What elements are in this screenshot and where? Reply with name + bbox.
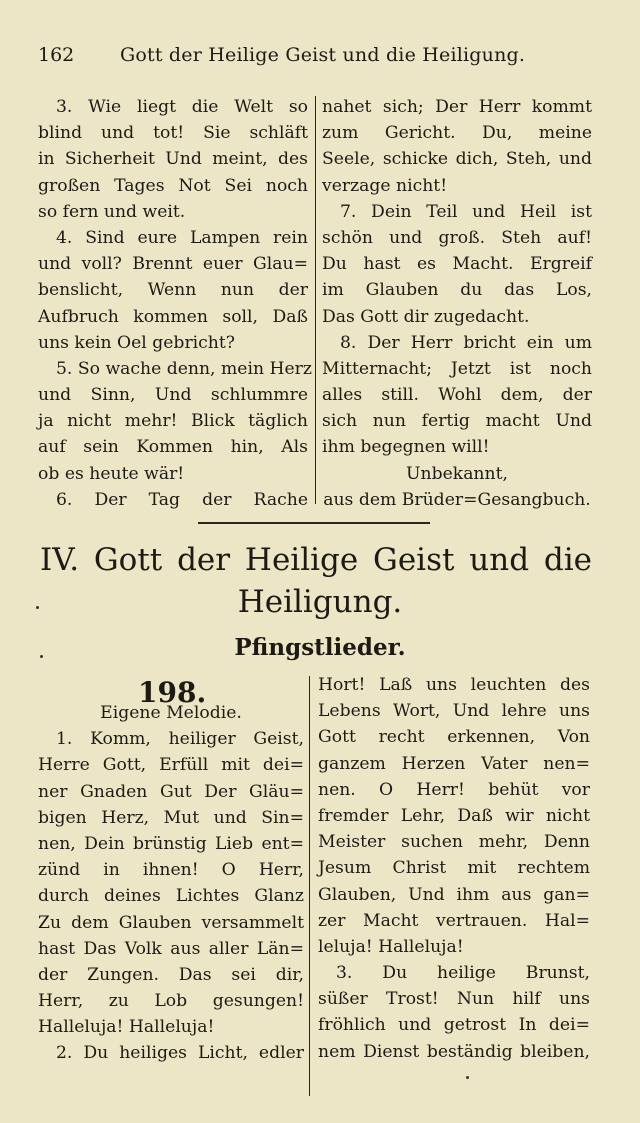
text-line: nen. O Herr! behüt vor	[318, 779, 590, 800]
hymn-left-column	[38, 700, 304, 1067]
text-line: ihm begegnen will!	[322, 437, 490, 458]
text-line: Hort! Laß uns leuchten des	[318, 675, 590, 695]
text-line: sich nun fertig macht Und	[322, 411, 592, 432]
text-line: 6. Der Tag der Rache	[56, 489, 308, 510]
text-line: Meister suchen mehr, Denn	[318, 832, 590, 853]
section-subtitle: Pfingstlieder.	[234, 634, 406, 661]
text-line: im Glauben du das Los,	[322, 280, 592, 301]
text-line: und Sinn, Und schlummre	[38, 385, 308, 406]
text-line: Glauben, Und ihm aus gan=	[318, 884, 590, 905]
text-line: 8. Der Herr bricht ein um	[340, 332, 592, 353]
text-line: in Sicherheit Und meint, des	[38, 149, 308, 170]
text-line: Herre Gott, Erfüll mit dei=	[38, 755, 304, 776]
print-speck	[40, 655, 43, 658]
top-right-column	[322, 94, 592, 513]
text-line: ner Gnaden Gut Der Gläu=	[38, 781, 304, 802]
text-line: großen Tages Not Sei noch	[38, 175, 308, 196]
text-line: ja nicht mehr! Blick täglich	[38, 411, 308, 432]
hymn-melody: Eigene Melodie.	[100, 703, 242, 723]
text-line: 3. Wie liegt die Welt so	[56, 97, 308, 117]
text-line: ob es heute wär!	[38, 463, 185, 484]
text-line: leluja! Halleluja!	[318, 936, 464, 957]
hymn-number: 198.	[138, 676, 207, 709]
running-title: Gott der Heilige Geist und die Heiligung.	[120, 44, 526, 66]
text-line: ganzem Herzen Vater nen=	[318, 753, 590, 774]
text-line: zum Gericht. Du, meine	[322, 123, 592, 144]
text-line: schön und groß. Steh auf!	[322, 227, 592, 248]
text-line: 3. Du heilige Brunst,	[336, 963, 590, 984]
text-line: zer Macht vertrauen. Hal=	[318, 910, 590, 931]
text-line: fröhlich und getrost In dei=	[318, 1015, 590, 1036]
text-line: auf sein Kommen hin, Als	[38, 437, 308, 458]
text-line: der Zungen. Das sei dir,	[38, 964, 304, 985]
text-line: benslicht, Wenn nun der	[38, 280, 308, 301]
section-title-continued: Heiligung.	[237, 584, 403, 620]
print-speck	[466, 1076, 469, 1079]
text-line: Gott recht erkennen, Von	[318, 727, 590, 748]
text-line: hast Das Volk aus aller Län=	[38, 938, 304, 959]
top-left-column	[38, 94, 312, 513]
text-line: Das Gott dir zugedacht.	[322, 306, 530, 327]
page-number: 162	[38, 44, 75, 66]
text-line: 1. Komm, heiliger Geist,	[56, 729, 304, 750]
text-line: und voll? Brennt euer Glau=	[38, 254, 308, 275]
text-line: Jesum Christ mit rechtem	[318, 858, 590, 879]
text-line: Seele, schicke dich, Steh, und	[322, 149, 592, 170]
hymn-author: Unbekannt,	[406, 463, 508, 484]
hymn-source: aus dem Brüder=Gesangbuch.	[323, 489, 591, 510]
text-line: 5. So wache denn, mein Herz	[56, 358, 312, 379]
text-line: 4. Sind eure Lampen rein	[56, 227, 308, 248]
column-divider	[309, 676, 310, 1096]
text-line: fremder Lehr, Daß wir nicht	[318, 805, 590, 826]
hymn-right-column	[318, 672, 590, 1065]
text-line: 2. Du heiliges Licht, edler	[56, 1043, 304, 1064]
text-line: zünd in ihnen! O Herr,	[38, 860, 304, 881]
text-line: nahet sich; Der Herr kommt	[322, 97, 592, 117]
text-line: Herr, zu Lob gesungen!	[38, 991, 304, 1012]
text-line: Lebens Wort, Und lehre uns	[318, 701, 590, 722]
text-line: blind und tot! Sie schläft	[38, 123, 308, 144]
text-line: durch deines Lichtes Glanz	[38, 886, 304, 907]
text-line: Mitternacht; Jetzt ist noch	[322, 358, 592, 379]
text-line: verzage nicht!	[322, 175, 448, 196]
text-line: uns kein Oel gebricht?	[38, 332, 235, 353]
text-line: Du hast es Macht. Ergreif	[322, 254, 592, 275]
text-line: nem Dienst beständig bleiben,	[318, 1041, 590, 1062]
text-line: 7. Dein Teil und Heil ist	[340, 201, 592, 222]
print-speck	[36, 606, 39, 609]
page-header	[38, 44, 602, 74]
section-divider	[198, 522, 430, 524]
text-line: bigen Herz, Mut und Sin=	[38, 807, 304, 828]
column-divider	[315, 96, 316, 504]
text-line: alles still. Wohl dem, der	[322, 385, 592, 406]
text-line: Halleluja! Halleluja!	[38, 1017, 215, 1038]
section-title: IV. Gott der Heilige Geist und die	[40, 542, 592, 578]
text-line: Aufbruch kommen soll, Daß	[38, 306, 308, 327]
text-line: so fern und weit.	[38, 201, 186, 222]
text-line: nen, Dein brünstig Lieb ent=	[38, 833, 304, 854]
text-line: Zu dem Glauben versammelt	[38, 912, 304, 933]
text-line: süßer Trost! Nun hilf uns	[318, 989, 590, 1010]
